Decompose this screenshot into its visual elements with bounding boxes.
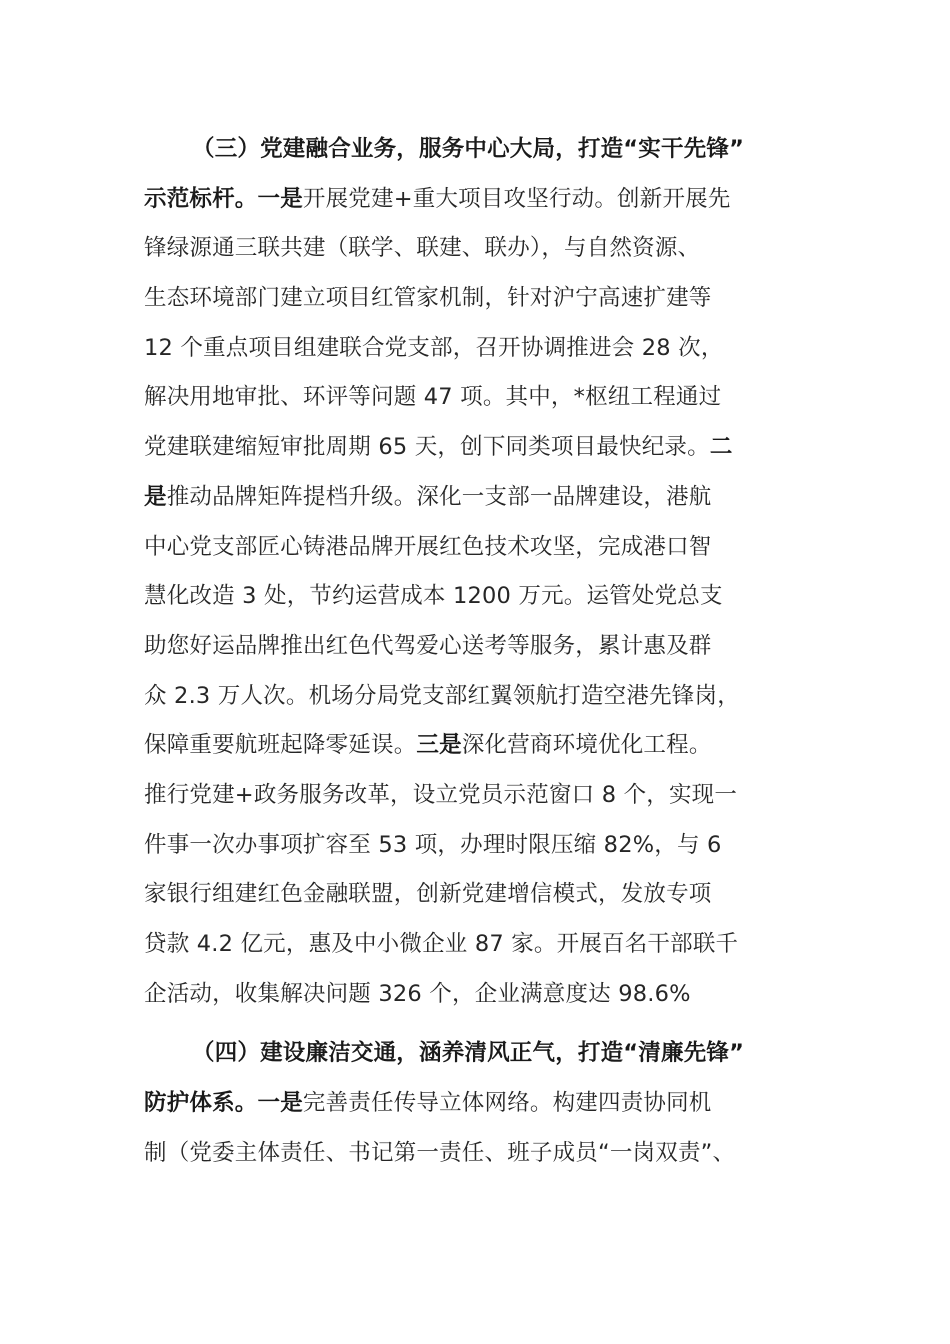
paragraph-line xyxy=(144,1029,808,1079)
paragraph-line xyxy=(144,920,808,970)
document-body xyxy=(144,125,808,1178)
paragraph-line xyxy=(144,373,808,423)
body-text: 推行党建+政务服务改革，设立党员示范窗口 8 个，实现一 xyxy=(144,781,738,808)
paragraph-line xyxy=(144,821,808,871)
paragraph-line xyxy=(144,473,808,523)
body-text: 推动品牌矩阵提档升级。深化一支部一品牌建设，港航 xyxy=(166,483,712,510)
body-text: 众 2.3 万人次。机场分局党支部红翼领航打造空港先锋岗， xyxy=(144,682,740,709)
body-text: 家银行组建红色金融联盟，创新党建增信模式，发放专项 xyxy=(144,881,712,908)
section-heading-cont: 防护体系。一是 xyxy=(144,1090,303,1117)
body-text: 慧化改造 3 处，节约运营成本 1200 万元。运管处党总支 xyxy=(144,583,723,610)
body-text: 生态环境部门建立项目红管家机制，针对沪宁高速扩建等 xyxy=(144,285,712,312)
body-text: 企活动，收集解决问题 326 个，企业满意度达 98.6% xyxy=(144,980,691,1007)
paragraph-line xyxy=(144,672,808,722)
paragraph-line xyxy=(144,771,808,821)
body-text: 锋绿源通三联共建（联学、联建、联办），与自然资源、 xyxy=(144,235,701,262)
paragraph-line xyxy=(144,523,808,573)
paragraph-line xyxy=(144,224,808,274)
body-text: 贷款 4.2 亿元，惠及中小微企业 87 家。开展百名干部联千 xyxy=(144,931,739,957)
paragraph-line xyxy=(144,572,808,622)
paragraph-line xyxy=(144,970,808,1020)
paragraph-line xyxy=(144,721,808,771)
paragraph-line xyxy=(144,125,808,175)
paragraph-line xyxy=(144,175,808,225)
section-heading-cont: 示范标杆。一是 xyxy=(144,185,303,212)
body-text: 解决用地审批、环评等问题 47 项。其中，*枢纽工程通过 xyxy=(144,384,722,411)
ordinal-marker: 二 xyxy=(709,434,733,461)
body-text: 制（党委主体责任、书记第一责任、班子成员“一岗双责”、 xyxy=(144,1139,736,1166)
body-text: 深化营商环境优化工程。 xyxy=(461,732,712,759)
paragraph-line xyxy=(144,870,808,920)
ordinal-marker: 三是 xyxy=(416,732,462,759)
paragraph-section-4 xyxy=(144,1029,808,1178)
paragraph-section-3 xyxy=(144,125,808,1019)
paragraph-line xyxy=(144,1129,808,1179)
body-text: 助您好运品牌推出红色代驾爱心送考等服务，累计惠及群 xyxy=(144,632,712,659)
body-text: 12 个重点项目组建联合党支部，召开协调推进会 28 次， xyxy=(144,334,724,361)
body-text: 保障重要航班起降零延误。 xyxy=(144,732,417,759)
section-heading: （四）建设廉洁交通，涵养清风正气，打造“清廉先锋” xyxy=(192,1040,745,1067)
paragraph-line xyxy=(144,274,808,324)
paragraph-line xyxy=(144,622,808,672)
body-text: 开展党建+重大项目攻坚行动。创新开展先 xyxy=(302,185,731,212)
paragraph-line xyxy=(144,1079,808,1129)
paragraph-spacer xyxy=(144,1019,808,1029)
paragraph-line xyxy=(144,324,808,374)
paragraph-line xyxy=(144,423,808,473)
body-text: 中心党支部匠心铸港品牌开展红色技术攻坚，完成港口智 xyxy=(144,533,712,560)
ordinal-marker: 是 xyxy=(144,483,167,510)
body-text: 完善责任传导立体网络。构建四责协同机 xyxy=(302,1090,712,1117)
body-text: 件事一次办事项扩容至 53 项，办理时限压缩 82%，与 6 xyxy=(144,831,722,858)
section-heading: （三）党建融合业务，服务中心大局，打造“实干先锋” xyxy=(192,136,745,162)
body-text: 党建联建缩短审批周期 65 天，创下同类项目最快纪录。 xyxy=(144,434,710,461)
